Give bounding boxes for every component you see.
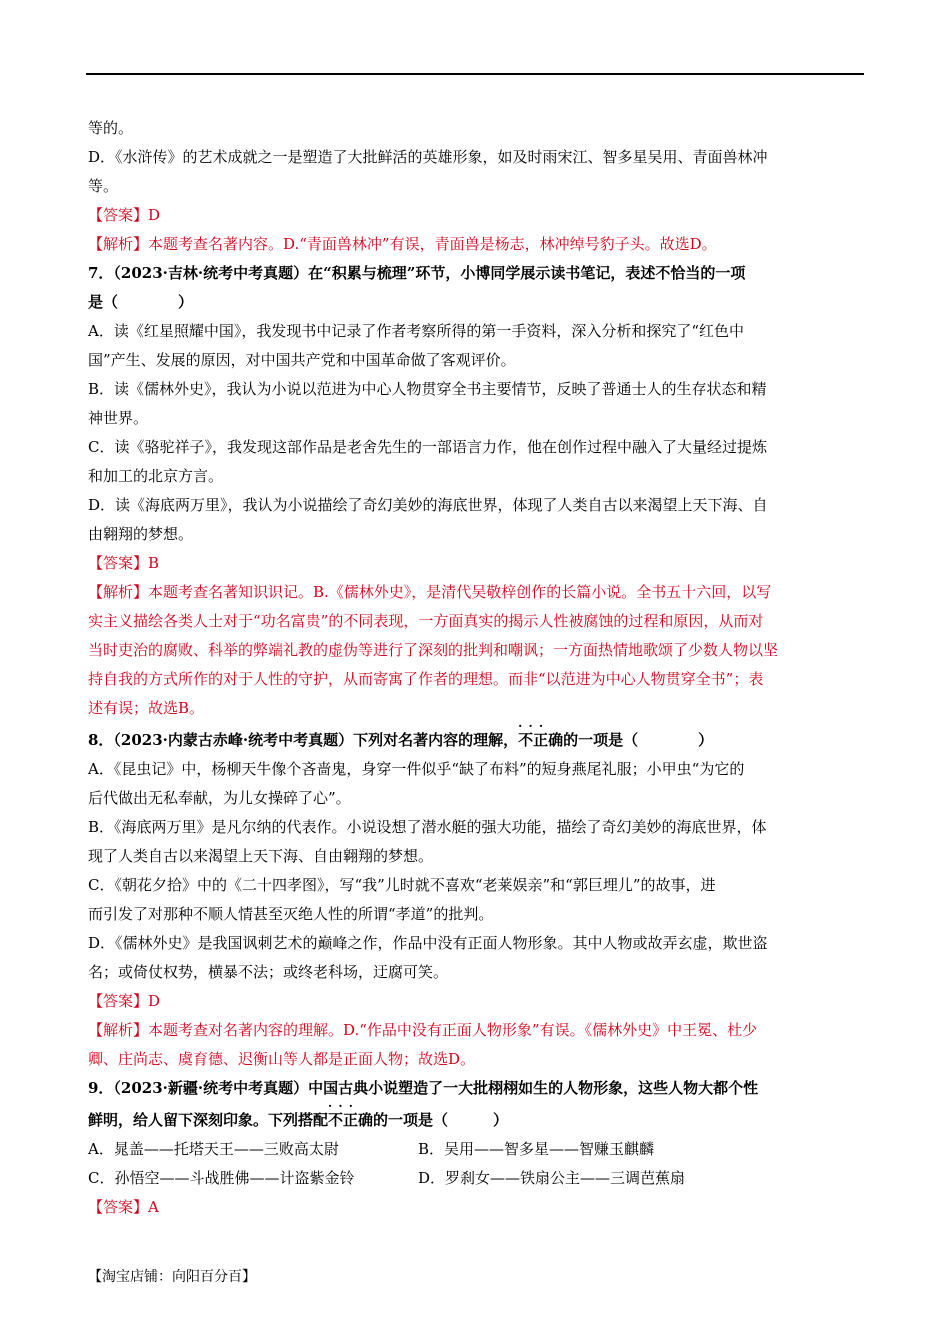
option-a: A．晁盖——托塔天王——三败高太尉 (88, 1140, 339, 1158)
option-b: B．吴用——智多星——智赚玉麒麟 (418, 1140, 655, 1158)
answer: 【答案】D (88, 992, 161, 1010)
footer-shop: 【淘宝店铺：向阳百分百】 (88, 1269, 256, 1285)
emphasis-not-correct: · · · 不正确 (328, 1106, 373, 1135)
explanation: 【解析】本题考查对名著内容的理解。D.“作品中没有正面人物形象”有误。《儒林外史》中王冕、杜少 (88, 1021, 758, 1039)
question-7 (88, 259, 858, 723)
option-a: 后代做出无私奉献，为儿女操碎了心”。 (88, 789, 351, 807)
option-c: C．《朝花夕拾》中的《二十四孝图》，写“我”儿时就不喜欢“老莱娱亲”和“郭巨埋儿”的故事，进 (88, 876, 716, 894)
question-stem: 9．（2023·新疆·统考中考真题）中国古典小说塑造了一大批栩栩如生的人物形象，这些人物大都个性 (88, 1079, 759, 1097)
text-line: 等的。 (88, 119, 134, 137)
option-d: D．《儒林外史》是我国讽刺艺术的巅峰之作，作品中没有正面人物形象。其中人物或故弄玄虚，欺世盗 (88, 934, 768, 952)
stem-text: 的一项是（ ） (563, 731, 714, 749)
option-c: C．读《骆驼祥子》，我发现这部作品是老舍先生的一部语言力作，他在创作过程中融入了大量经过提炼 (88, 438, 767, 456)
option-c: 而引发了对那种不顺人情甚至灭绝人性的所谓“孝道”的批判。 (88, 905, 494, 923)
option-c: C．孙悟空——斗战胜佛——计盗紫金铃 (88, 1169, 355, 1187)
question-stem (88, 1106, 858, 1135)
text-line: 等。 (88, 177, 119, 195)
stem-text: 鲜明，给人留下深刻印象。下列搭配 (88, 1111, 329, 1129)
explanation: 【解析】本题考查名著内容。D.“青面兽林冲”有误，青面兽是杨志，林冲绰号豹子头。故选D。 (88, 235, 717, 253)
explanation: 卿、庄尚志、虞育德、迟衡山等人都是正面人物；故选D。 (88, 1050, 476, 1068)
explanation: 实主义描绘各类人士对于“功名富贵”的不同表现，一方面真实的揭示人性被腐蚀的过程和原因，从而对 (88, 612, 764, 630)
option-d: D．《水浒传》的艺术成就之一是塑造了大批鲜活的英雄形象，如及时雨宋江、智多星吴用、青面兽林冲 (88, 148, 768, 166)
explanation: 持自我的方式所作的对于人性的守护，从而寄寓了作者的理想。而非“以范进为中心人物贯穿全书”；表 (88, 670, 764, 688)
option-d: 名；或倚仗权势，横暴不法；或终老科场，迂腐可笑。 (88, 963, 449, 981)
options-row (88, 1164, 858, 1193)
option-a: 国”产生、发展的原因，对中国共产党和中国革命做了客观评价。 (88, 351, 516, 369)
answer: 【答案】A (88, 1198, 159, 1216)
option-d: D．罗刹女——铁扇公主——三调芭蕉扇 (418, 1169, 686, 1187)
option-c: 和加工的北京方言。 (88, 467, 224, 485)
stem-text: 8．（2023·内蒙古赤峰·统考中考真题）下列对名著内容的理解， (88, 731, 519, 749)
option-a: A．读《红星照耀中国》，我发现书中记录了作者考察所得的第一手资料，深入分析和探究了“红色中 (88, 322, 745, 340)
stem-text: 的一项是（ ） (373, 1111, 509, 1129)
question-stem (88, 726, 858, 755)
explanation: 当时吏治的腐败、科举的弊端礼教的虚伪等进行了深刻的批判和嘲讽；一方面热情地歌颂了少数人物以坚 (88, 641, 779, 659)
question-stem: 是（ ） (88, 293, 194, 311)
option-b: B．《海底两万里》是凡尔纳的代表作。小说设想了潜水艇的强大功能，描绘了奇幻美妙的海底世界，体 (88, 818, 767, 836)
option-a: A．《昆虫记》中，杨柳天牛像个吝啬鬼，身穿一件似乎“缺了布料”的短身燕尾礼服；小甲虫“为它的 (88, 760, 745, 778)
options-row (88, 1135, 858, 1164)
question-9 (88, 1074, 858, 1222)
answer: 【答案】D (88, 206, 161, 224)
emphasis-not-correct: · · · 不正确 (518, 726, 563, 755)
question-stem: 7．（2023·吉林·统考中考真题）在“积累与梳理”环节，小博同学展示读书笔记，表述不恰当的一项 (88, 264, 746, 282)
header-rule (86, 73, 864, 75)
question-8 (88, 726, 858, 1074)
option-b: 现了人类自古以来渴望上天下海、自由翱翔的梦想。 (88, 847, 434, 865)
answer: 【答案】B (88, 554, 160, 572)
explanation: 【解析】本题考查名著知识识记。B.《儒林外史》，是清代吴敬梓创作的长篇小说。全书五十六回，以写 (88, 583, 772, 601)
option-d: D．读《海底两万里》，我认为小说描绘了奇幻美妙的海底世界，体现了人类自古以来渴望上天下海、自 (88, 496, 768, 514)
option-b: B．读《儒林外史》，我认为小说以范进为中心人物贯穿全书主要情节，反映了普通士人的生存状态和精 (88, 380, 767, 398)
option-d: 由翱翔的梦想。 (88, 525, 194, 543)
option-b: 神世界。 (88, 409, 149, 427)
page-content (88, 114, 858, 1222)
explanation: 述有误；故选B。 (88, 699, 205, 717)
